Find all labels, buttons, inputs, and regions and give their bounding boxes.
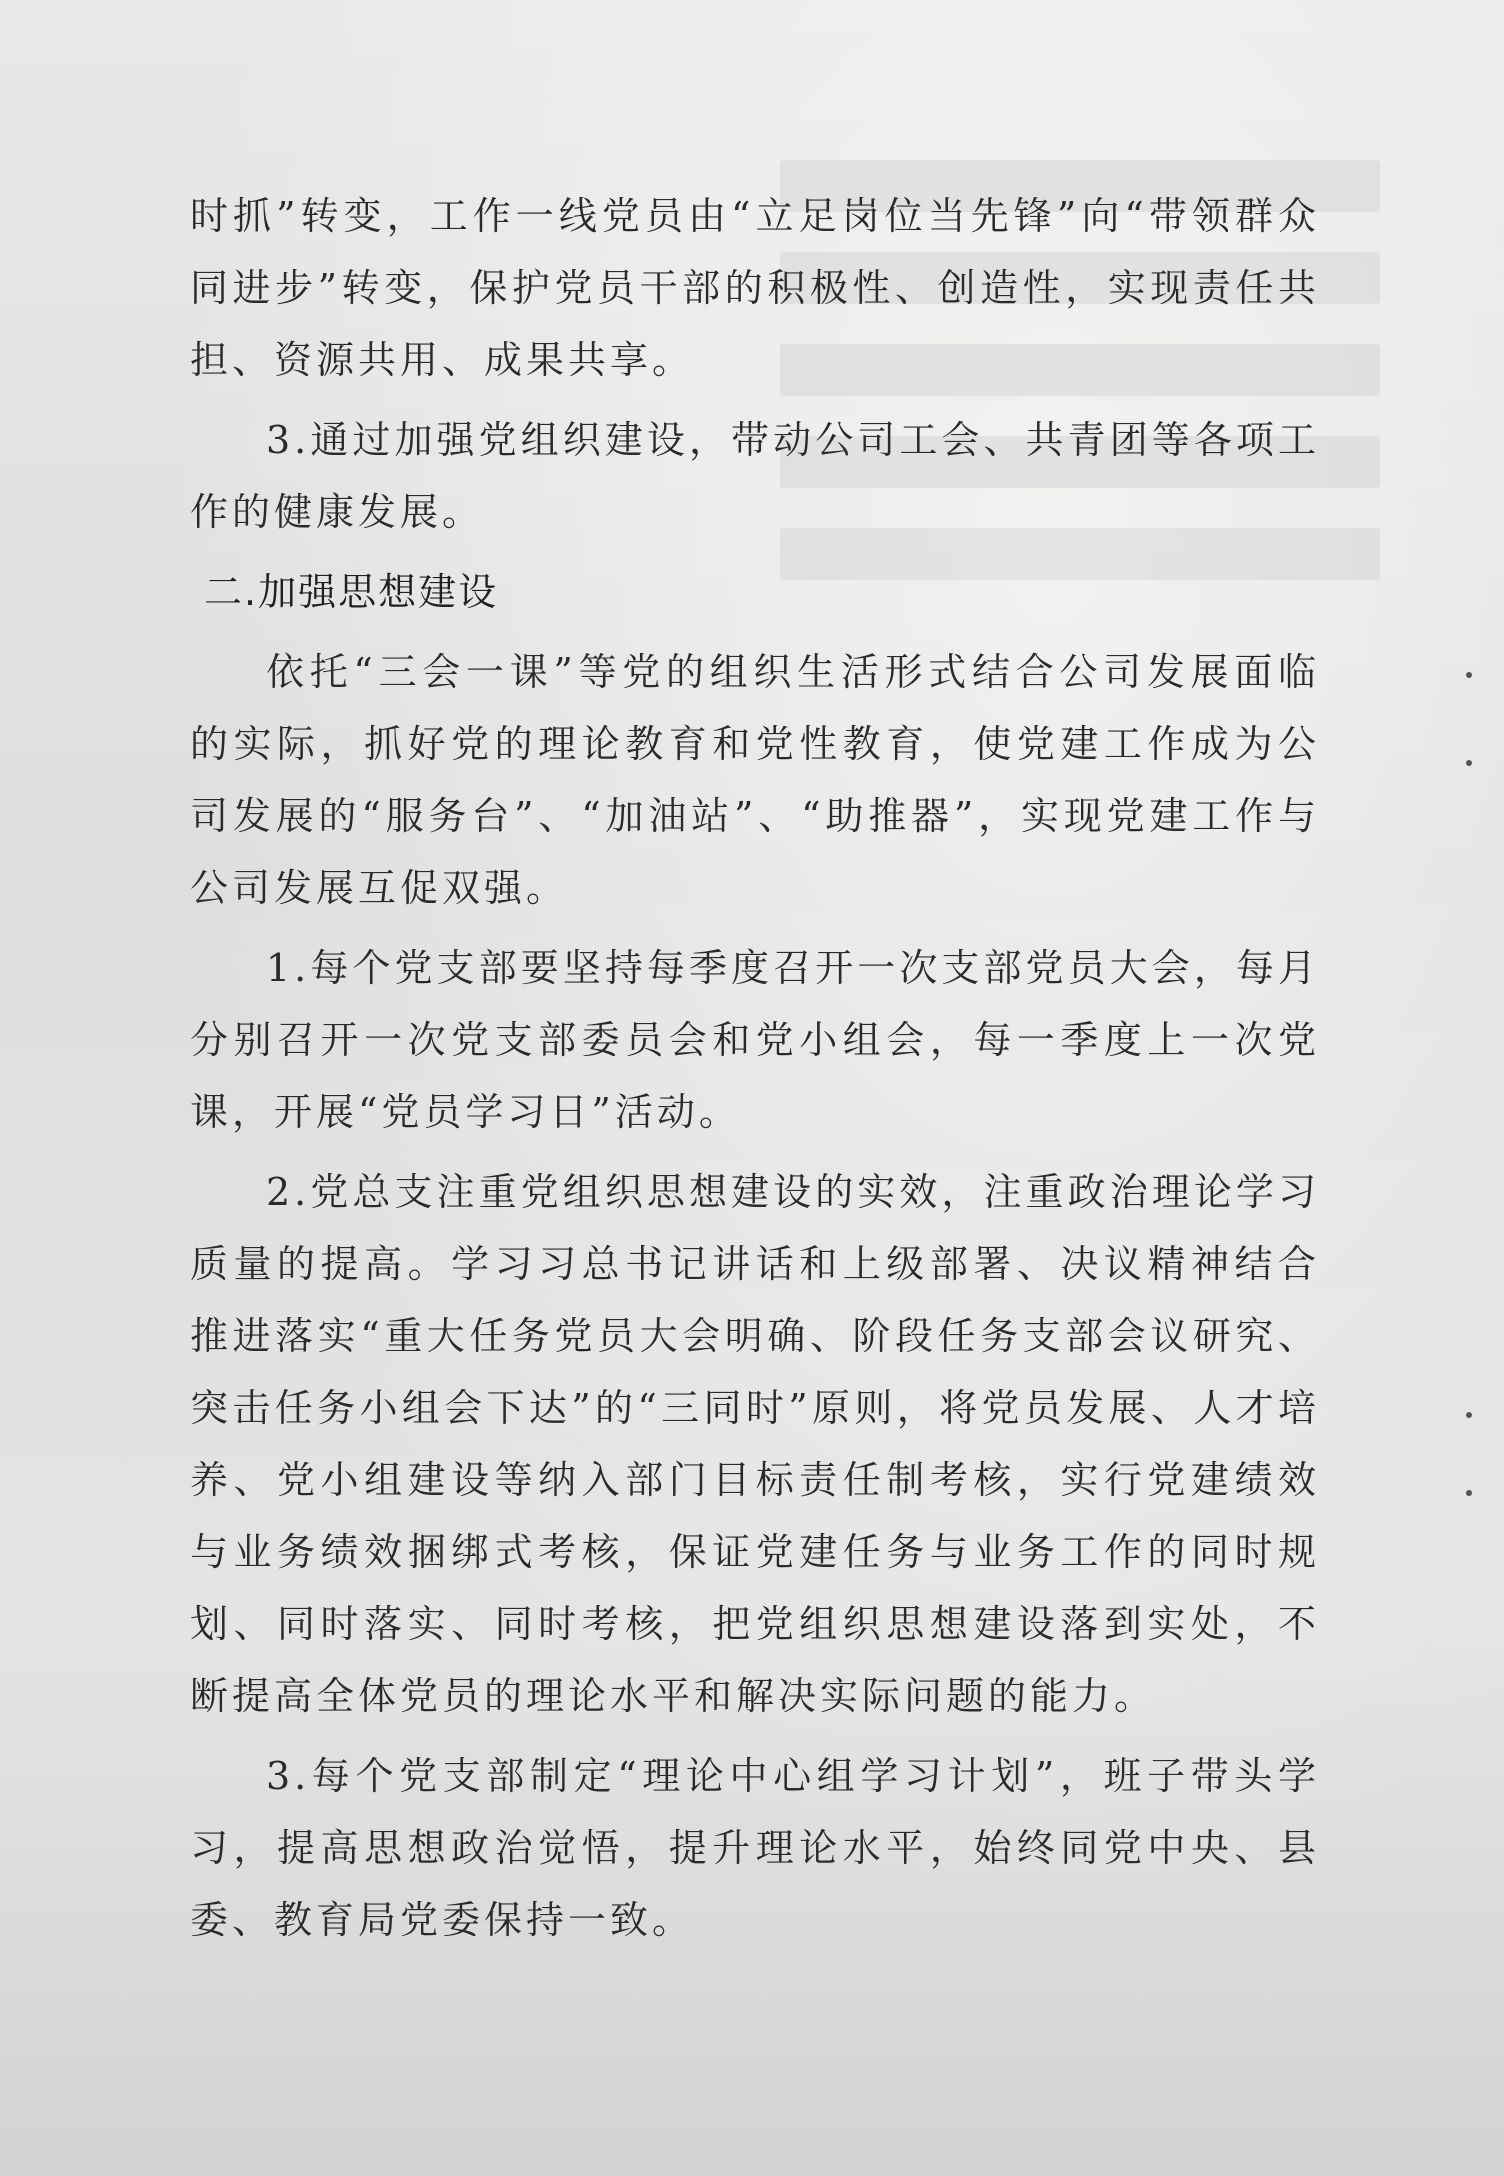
paper-speck: [1466, 672, 1472, 678]
paper-speck: [1466, 760, 1472, 766]
paragraph: 1.每个党支部要坚持每季度召开一次支部党员大会，每月分别召开一次党支部委员会和党小组会，每一季度上一次党课，开展“党员学习日”活动。: [190, 946, 1320, 1134]
paper-speck: [1466, 1490, 1472, 1496]
paper-speck: [1466, 1412, 1472, 1418]
paragraph: 3.通过加强党组织建设，带动公司工会、共青团等各项工作的健康发展。: [190, 418, 1320, 534]
paragraph: 时抓”转变，工作一线党员由“立足岗位当先锋”向“带领群众同进步”转变，保护党员干部的积极性、创造性，实现责任共担、资源共用、成果共享。: [190, 194, 1320, 382]
document-body: [190, 180, 1320, 1964]
paragraph: 依托“三会一课”等党的组织生活形式结合公司发展面临的实际，抓好党的理论教育和党性教育，使党建工作成为公司发展的“服务台”、“加油站”、“助推器”，实现党建工作与公司发展互促双强。: [190, 650, 1320, 910]
paragraph: 2.党总支注重党组织思想建设的实效，注重政治理论学习质量的提高。学习习总书记讲话和上级部署、决议精神结合推进落实“重大任务党员大会明确、阶段任务支部会议研究、突击任务小组会下达”的“三同时”原则，将党员发展、人才培养、党小组建设等纳入部门目标责任制考核，实行党建绩效与业务绩效捆绑式考核，保证党建任务与业务工作的同时规划、同时落实、同时考核，把党组织思想建设落到实处，不断提高全体党员的理论水平和解决实际问题的能力。: [190, 1170, 1320, 1718]
section-heading: 二.加强思想建设: [204, 570, 499, 614]
paragraph: 3.每个党支部制定“理论中心组学习计划”，班子带头学习，提高思想政治觉悟，提升理论水平，始终同党中央、县委、教育局党委保持一致。: [190, 1754, 1320, 1942]
